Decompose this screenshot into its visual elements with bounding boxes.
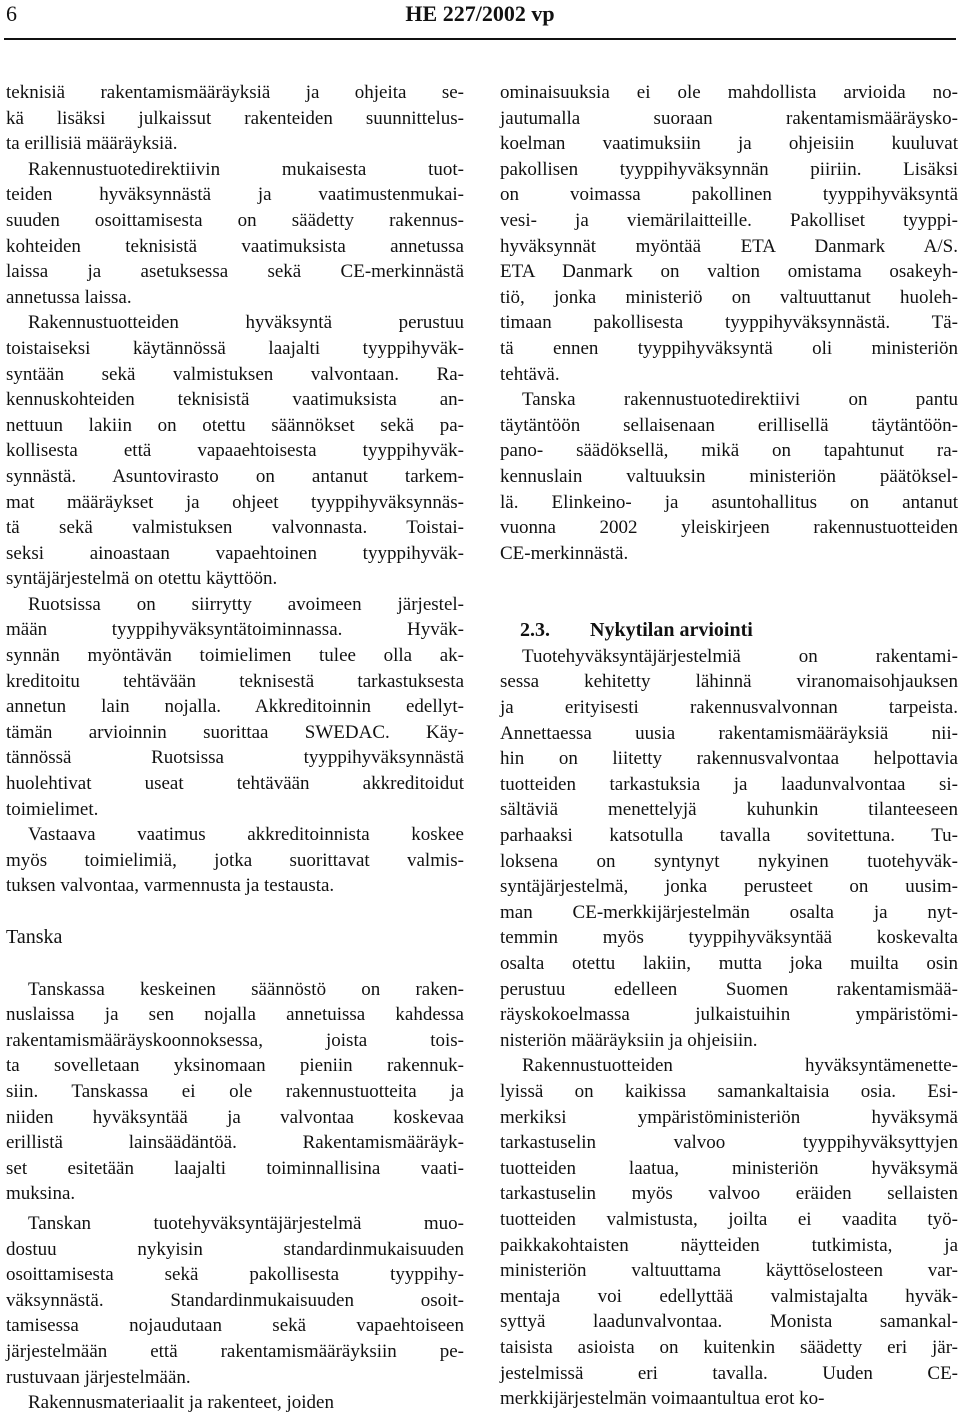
text-line: jestelmissä eri tavalla. Uuden CE- (500, 1362, 958, 1384)
text-line: jautumalla suoraan rakentamismääräysko- (500, 107, 958, 129)
text-line: taisista asioista on kuitenkin säädetty eri jär- (500, 1336, 958, 1358)
text-line: täytäntöön sellaisenaan erillisellä täytäntöön- (500, 414, 958, 436)
text-line: kollisesta että vapaaehtoisesta tyyppihyväk- (6, 440, 464, 462)
text-line: pakollisen tyyppihyväksynnän piiriin. Lisäksi (500, 158, 958, 180)
text-line: tiö, jonka ministeriö on valtuuttanut huoleh- (500, 286, 958, 308)
text-line: ta erillisiä määräyksiä. (6, 133, 178, 155)
paragraph (6, 1390, 464, 1416)
text-line: toimielimet. (6, 798, 99, 820)
text-line: vuonna 2002 yleiskirjeen rakennustuotteiden (500, 517, 958, 539)
text-line: tehtävä. (500, 363, 560, 385)
text-line: Tanskan tuotehyväksyntäjärjestelmä muo- (28, 1212, 464, 1234)
text-line: perustuu edelleen Suomen rakentamismää- (500, 978, 958, 1000)
text-line: tuotteiden laatua, ministeriön hyväksymä (500, 1157, 958, 1179)
text-line: Ruotsissa on siirrytty avoimeen järjestel- (28, 593, 464, 615)
text-line: temmin myös tyyppihyväksyntää koskevalta (500, 927, 958, 949)
text-line: nettuun lakiin on otettu säännökset sekä pa- (6, 414, 464, 436)
text-line: räyskokoelmassa julkaistuihin ympäristömi- (500, 1004, 958, 1026)
text-line: väksynnästä. Standardinmukaisuuden osoit- (6, 1289, 464, 1311)
text-line: tä sekä valmistuksen valvonnasta. Toistai- (6, 517, 464, 539)
paragraph (6, 592, 464, 822)
text-line: ETA Danmark on valtion omistama osakeyh- (500, 261, 958, 283)
text-line: hyväksynnät myöntää ETA Danmark A/S. (500, 235, 958, 257)
text-line: rustuvaan järjestelmään. (6, 1366, 191, 1388)
text-line: mentaja voi edellyttää valmistajalta hyväk- (500, 1285, 958, 1307)
text-line: muksina. (6, 1183, 76, 1205)
text-line: man CE-merkkijärjestelmän osalta ja nyt- (500, 901, 958, 923)
text-line: myös toimielimiä, jotka suorittavat valmis- (6, 849, 464, 871)
text-line: tämän arvioinnin suorittaa SWEDAC. Käy- (6, 721, 464, 743)
header-rule (4, 38, 956, 40)
subheading: Tanska (6, 926, 63, 948)
page-number: 6 (6, 1, 17, 26)
paragraph (500, 1053, 958, 1411)
text-line: syntäjärjestelmä, jonka perusteet on uusim- (500, 876, 958, 898)
text-line: annetun lain nojalla. Akkreditoinnin edellyt- (6, 696, 464, 718)
text-line: synnän myöntävän toimielimen tulee olla ak- (6, 645, 464, 667)
text-line: parhaaksi katsotulla tavalla sovitettuna. Tu- (500, 825, 958, 847)
text-line: tuotteiden tarkastuksia ja laadunvalvontaa si- (500, 773, 958, 795)
text-line: siin. Tanskassa ei ole rakennustuotteita ja (6, 1080, 464, 1102)
text-line: osalta otettu lakiin, mutta joka muilta osin (500, 953, 958, 974)
text-line: Annettaessa uusia rakentamismääräyksiä nii- (500, 722, 958, 744)
text-line: kennuslain valtuuksin ministeriön päätöksel- (500, 465, 958, 487)
text-line: Tanska rakennustuotedirektiivi on pantu (522, 389, 958, 411)
text-line: Rakennusmateriaalit ja rakenteet, joiden (28, 1392, 334, 1414)
text-line: ministeriön valtuuttama käyttöselosteen var- (500, 1260, 958, 1282)
text-line: kä lisäksi julkaissut rakenteiden suunnittelus- (6, 107, 464, 129)
text-line: sältäviä menettelyjä kuhunkin tilanteeseen (500, 799, 958, 821)
paragraph (500, 387, 958, 566)
text-line: timaan pakollisesta tyyppihyväksynnästä. Tä- (500, 312, 958, 334)
text-line: synnästä. Asuntovirasto on antanut tarkem- (6, 465, 464, 487)
paragraph (6, 157, 464, 311)
text-line: tarkastuselin myös valvoo eräiden sellaisten (500, 1183, 958, 1205)
text-line: on voimassa pakollinen tyyppihyväksyntä (500, 184, 958, 206)
text-line: paikkakohtaisten näytteiden tutkimista, ja (500, 1234, 958, 1256)
text-line: merkiksi ympäristöministeriön hyväksymä (500, 1106, 958, 1128)
text-line: seksi ainoastaan vapaehtoinen tyyppihyväk- (6, 542, 464, 564)
text-line: nisteriön määräyksiin ja ohjeisiin. (500, 1029, 758, 1051)
text-line: Tanskassa keskeinen säännöstö on raken- (28, 978, 464, 1000)
text-line: annetussa laissa. (6, 286, 132, 308)
paragraph (500, 644, 958, 1054)
text-line: mat määräykset ja ohjeet tyyppihyväksynnäs- (6, 491, 464, 513)
text-line: järjestelmään että rakentamismääräyksiin pe- (6, 1340, 464, 1362)
text-line: Rakennustuotedirektiivin mukaisesta tuot- (28, 158, 464, 180)
text-line: teiden hyväksynnästä ja vaatimustenmukai- (6, 184, 464, 206)
text-line: kohteiden teknisistä vaatimuksista annetussa (6, 235, 464, 257)
text-line: loksena on syntynyt nykyinen tuotehyväk- (500, 850, 958, 872)
text-line: tännössä Ruotsissa tyyppihyväksynnästä (6, 747, 464, 769)
text-line: kreditoitu tehtävään teknisestä tarkastuksesta (6, 670, 464, 692)
text-line: tarkastuselin valvoo tyyppihyväksyttyjen (500, 1132, 958, 1154)
paragraph (6, 1211, 464, 1390)
paragraph (500, 80, 958, 387)
text-line: toistaiseksi käytännössä laajalti tyyppihyväk- (6, 337, 464, 359)
text-line: syntään sekä valmistuksen valvontaan. Ra- (6, 363, 464, 385)
section-title: Nykytilan arviointi (590, 618, 753, 641)
text-line: lä. Elinkeino- ja asuntohallitus on antanut (500, 491, 958, 513)
section-number: 2.3. (520, 618, 550, 641)
text-line: hin on liitetty rakennusvalvontaa helpottavia (500, 748, 958, 770)
text-line: huolehtivat useat tehtävään akkreditoidut (6, 773, 464, 795)
left-column (6, 80, 464, 1416)
text-line: teknisiä rakentamismääräyksiä ja ohjeita se- (6, 82, 464, 103)
paragraph (6, 977, 464, 1207)
text-line: suuden osoittamisesta on säädetty rakennus- (6, 209, 464, 231)
text-line: syntäjärjestelmä on otettu käyttöön. (6, 568, 278, 590)
text-line: rakentamismääräyskoonnoksessa, joista tois- (6, 1029, 464, 1051)
text-line: tamisessa nojaudutaan sekä vapaehtoiseen (6, 1315, 464, 1337)
text-line: sessa kehitetty lähinnä viranomaisohjauksen (500, 671, 958, 693)
paragraph (6, 310, 464, 592)
text-line: koelman vaatimuksiin ja ohjeisiin kuuluvat (500, 133, 958, 155)
text-line: ja erityisesti rakennusvalvonnan tarpeista. (500, 697, 958, 719)
text-line: merkkijärjestelmän voimaantultua erot ko- (500, 1388, 825, 1410)
text-line: Tuotehyväksyntäjärjestelmiä on rakentami- (522, 645, 958, 667)
text-line: ominaisuuksia ei ole mahdollista arvioida no- (500, 82, 958, 103)
document-id: HE 227/2002 vp (405, 1, 555, 26)
text-line: CE-merkinnästä. (500, 542, 629, 564)
text-line: osoittamisesta sekä pakollisesta tyyppihy- (6, 1264, 464, 1286)
text-line: Rakennustuotteiden hyväksyntä perustuu (28, 312, 464, 334)
text-line: ta sovelletaan yksinomaan pieniin rakennuk- (6, 1055, 464, 1077)
text-line: lyissä on kaikissa samankaltaisia osia. Esi- (500, 1080, 958, 1102)
paragraph (6, 822, 464, 899)
text-line: laissa ja asetuksessa sekä CE-merkinnästä (6, 261, 464, 283)
text-line: mään tyyppihyväksyntätoiminnassa. Hyväk- (6, 619, 464, 641)
text-line: niiden hyväksyntää ja valvontaa koskevaa (6, 1106, 464, 1128)
text-line: pano- säädöksellä, mikä on tapahtunut ra- (500, 440, 958, 462)
right-column (500, 80, 958, 1412)
text-line: tä ennen tyyppihyväksyntä oli ministeriön (500, 337, 958, 359)
text-line: erillistä lainsäädäntöä. Rakentamismääräyk- (6, 1132, 464, 1154)
text-line: tuotteiden valmistusta, joilta ei vaadita työ- (500, 1208, 958, 1230)
text-line: Vastaava vaatimus akkreditoinnista koskee (28, 824, 464, 846)
text-line: tuksen valvontaa, varmennusta ja testausta. (6, 875, 335, 897)
text-line: vesi- ja viemärilaitteille. Pakolliset tyyppi- (500, 209, 958, 231)
text-line: syttyä laadunvalvontaa. Monista samankal- (500, 1311, 958, 1333)
text-line: Rakennustuotteiden hyväksyntämenette- (522, 1055, 958, 1077)
paragraph (6, 80, 464, 157)
section-heading (500, 592, 958, 641)
text-line: set esitetään laajalti toiminnallisina vaati- (6, 1157, 464, 1179)
text-line: dostuu nykyisin standardinmukaisuuden (6, 1238, 464, 1260)
text-line: kennuskohteiden teknisistä vaatimuksista an- (6, 389, 464, 411)
text-line: nuslaissa ja sen nojalla annetuissa kahdessa (6, 1004, 464, 1026)
